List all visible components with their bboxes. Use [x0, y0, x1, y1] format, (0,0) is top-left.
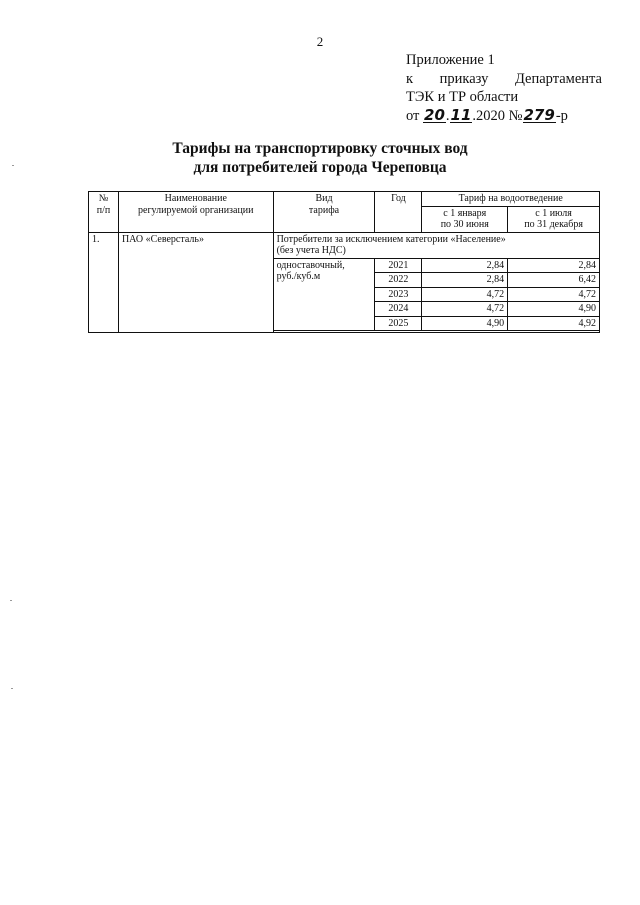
table-header-row [89, 192, 600, 207]
scan-artifact [12, 165, 14, 166]
cell-tariff-h1: 4,90 [422, 316, 508, 331]
header-organization: Наименование регулируемой организации [118, 192, 273, 233]
header-period-1: с 1 января по 30 июня [422, 206, 508, 232]
table-row [89, 232, 600, 258]
cell-tariff-h1: 2,84 [422, 258, 508, 273]
cell-year: 2022 [375, 273, 422, 288]
appendix-word-department: Департамента [514, 70, 602, 87]
appendix-authority: ТЭК и ТР области [406, 89, 519, 105]
handwritten-day: 20 [424, 105, 445, 124]
title-line-1: Тарифы на транспортировку сточных вод [172, 140, 468, 157]
cell-tariff-kind: одноставочный, руб./куб.м [273, 258, 375, 331]
order-suffix: -р [555, 107, 568, 124]
appendix-date-line [406, 107, 606, 126]
cell-tariff-h2: 4,92 [508, 316, 600, 331]
cell-year: 2023 [375, 287, 422, 302]
cell-year: 2025 [375, 316, 422, 331]
cell-tariff-h2: 4,90 [508, 302, 600, 317]
cell-row-number: 1. [89, 232, 119, 333]
cell-organization: ПАО «Северсталь» [118, 232, 273, 333]
date-year: .2020 № [472, 107, 523, 124]
cell-tariff-h2: 6,42 [508, 273, 600, 288]
cell-year: 2021 [375, 258, 422, 273]
appendix-block [406, 51, 606, 125]
header-year: Год [375, 192, 422, 233]
cell-tariff-h1: 4,72 [422, 302, 508, 317]
date-prefix: от [406, 107, 420, 124]
header-period-2: с 1 июля по 31 декабря [508, 206, 600, 232]
header-num: № п/п [89, 192, 119, 233]
cell-tariff-h1: 2,84 [422, 273, 508, 288]
header-tariff-kind: Вид тарифа [273, 192, 375, 233]
title-line-2: для потребителей города Череповца [193, 159, 447, 176]
handwritten-month: 11 [450, 105, 472, 124]
appendix-word-to: к [406, 70, 414, 87]
handwritten-order-number: 279 [523, 105, 555, 124]
appendix-word-order: приказу [439, 70, 489, 87]
document-title [0, 139, 640, 177]
appendix-order-line [406, 70, 602, 89]
tariff-table [88, 191, 600, 333]
cell-tariff-h2: 2,84 [508, 258, 600, 273]
cell-consumers: Потребители за исключением категории «Население» (без учета НДС) [273, 232, 599, 258]
cell-tariff-h1: 4,72 [422, 287, 508, 302]
cell-year: 2024 [375, 302, 422, 317]
appendix-title: Приложение 1 [406, 52, 495, 68]
scan-artifact [11, 688, 13, 689]
scan-artifact [10, 600, 12, 601]
page-number: 2 [316, 34, 324, 49]
date-separator: . [445, 107, 450, 124]
header-tariff: Тариф на водоотведение [422, 192, 600, 207]
cell-spacer [273, 331, 599, 333]
cell-tariff-h2: 4,72 [508, 287, 600, 302]
